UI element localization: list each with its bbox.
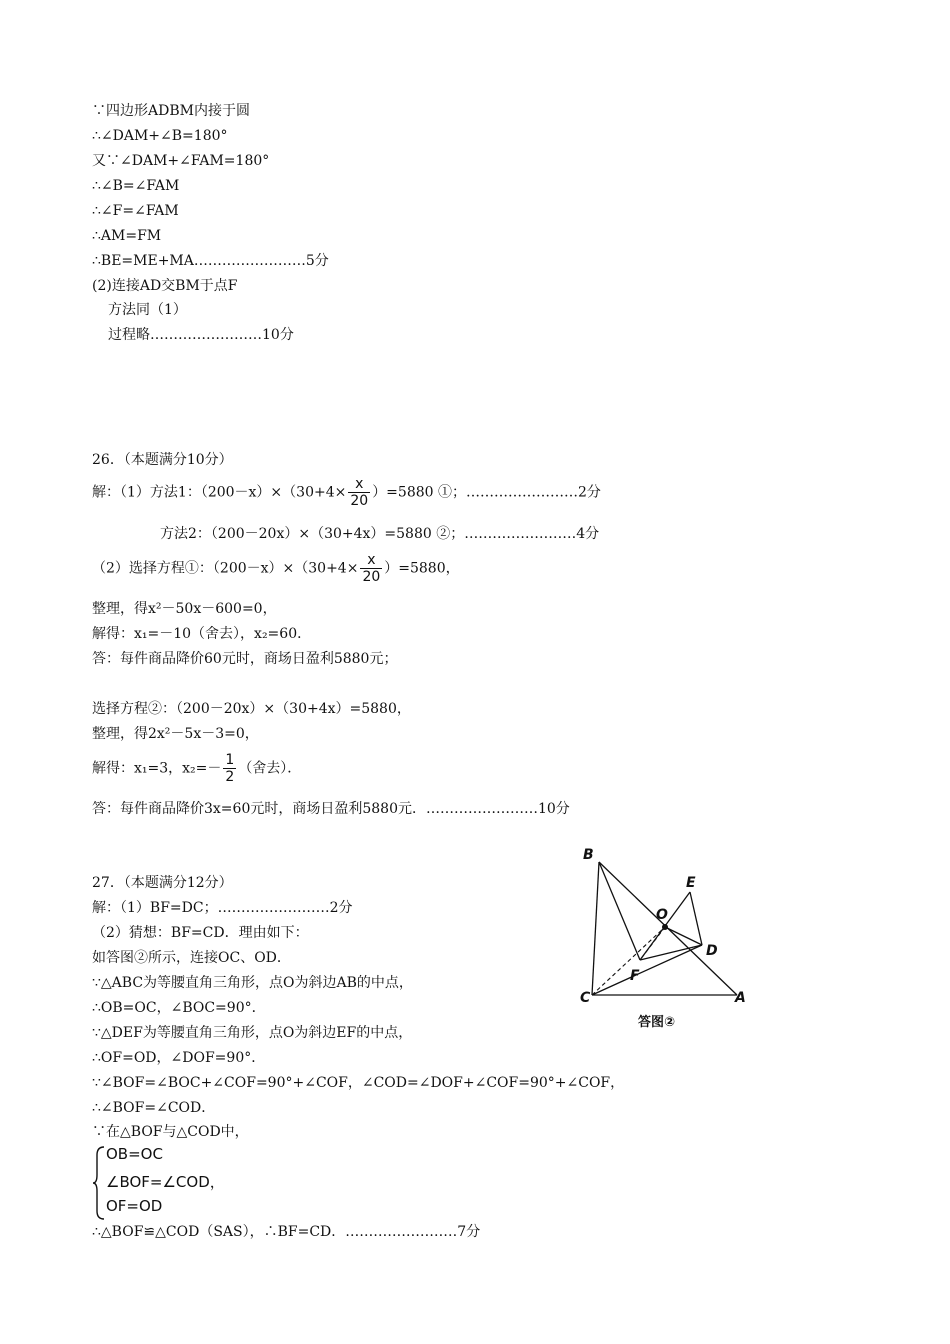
q26-step-1	[92, 476, 601, 509]
segment-BC	[592, 862, 599, 995]
q27-step-10: ∵在△BOF与△COD中，	[92, 1124, 249, 1140]
q26-step-9	[92, 752, 301, 785]
q26-step-7: 选择方程②：（200－20x）×（30+4x）=5880，	[92, 701, 411, 717]
q26-title: 26．（本题满分10分）	[92, 452, 233, 468]
q26-step-3-b: ）=5880，	[384, 560, 460, 577]
left-brace	[92, 1145, 106, 1221]
q26-step-8: 整理，得2x²－5x－3=0，	[92, 726, 259, 742]
proof-line-5: ∴∠F=∠FAM	[92, 203, 179, 219]
proof-line-1: ∵四边形ADBM内接于圆	[92, 103, 250, 119]
proof-line-6: ∴AM=FM	[92, 228, 162, 244]
proof-line-8: (2)连接AD交BM于点F	[92, 278, 238, 294]
fraction-numerator: x	[348, 476, 370, 493]
equation-system	[92, 1145, 292, 1221]
fraction-denominator: 20	[362, 569, 381, 585]
q26-step-6: 答：每件商品降价60元时，商场日盈利5880元；	[92, 651, 398, 667]
label-D: D	[706, 943, 718, 959]
system-row-1: OB=OC	[106, 1145, 163, 1163]
q26-step-1-a: 解：（1）方法1：（200－x）×（30+4×	[92, 484, 347, 501]
fraction-x-over-20	[360, 552, 382, 585]
q26-step-9-a: 解得：x₁=3，x₂=－	[92, 760, 222, 777]
segment-OC	[592, 927, 665, 995]
geometry-figure	[572, 840, 762, 1040]
q27-step-11: ∴△BOF≌△COD（SAS），∴BF=CD．……………………7分	[92, 1224, 481, 1240]
proof-line-7: ∴BE=ME+MA……………………5分	[92, 253, 329, 269]
figure-caption: 答图②	[638, 1015, 676, 1030]
q27-step-5: ∴OB=OC，∠BOC=90°．	[92, 1000, 266, 1016]
q27-step-9: ∴∠BOF=∠COD．	[92, 1100, 216, 1116]
fraction-x-over-20	[348, 476, 370, 509]
q27-step-7: ∴OF=OD，∠DOF=90°．	[92, 1050, 266, 1066]
label-E: E	[686, 875, 696, 891]
fraction-numerator: x	[360, 552, 382, 569]
q27-step-2: （2）猜想：BF=CD．理由如下：	[92, 925, 309, 941]
system-row-2: ∠BOF=∠COD，	[106, 1173, 225, 1191]
proof-line-3: 又∵∠DAM+∠FAM=180°	[92, 153, 270, 169]
fraction-denominator: 2	[225, 769, 235, 785]
label-B: B	[583, 847, 594, 863]
proof-line-9: 方法同（1）	[108, 302, 187, 318]
q26-step-9-b: （舍去）．	[238, 760, 302, 777]
system-row-3: OF=OD	[106, 1197, 163, 1215]
label-C: C	[580, 990, 591, 1006]
segment-ED	[690, 892, 702, 945]
q26-step-4: 整理，得x²－50x－600=0，	[92, 601, 277, 617]
q26-step-3	[92, 552, 460, 585]
point-O-dot	[662, 924, 668, 930]
fraction-one-half	[223, 752, 236, 785]
q27-step-1: 解：（1）BF=DC；……………………2分	[92, 900, 353, 916]
label-A: A	[735, 990, 746, 1006]
q26-step-2: 方法2：（200－20x）×（30+4x）=5880 ②；……………………4分	[160, 526, 600, 542]
fraction-numerator: 1	[225, 752, 235, 768]
segment-OD	[665, 927, 702, 945]
q27-step-6: ∵△DEF为等腰直角三角形，点O为斜边EF的中点，	[92, 1025, 413, 1041]
label-F: F	[630, 968, 640, 984]
q26-step-3-a: （2）选择方程①：（200－x）×（30+4×	[92, 560, 359, 577]
proof-line-4: ∴∠B=∠FAM	[92, 178, 180, 194]
fraction-denominator: 20	[350, 493, 369, 509]
q27-step-4: ∵△ABC为等腰直角三角形，点O为斜边AB的中点，	[92, 975, 413, 991]
proof-line-2: ∴∠DAM+∠B=180°	[92, 128, 228, 144]
proof-line-10: 过程略……………………10分	[108, 327, 294, 343]
figure-dashed-lines	[592, 927, 665, 995]
q27-title: 27．（本题满分12分）	[92, 875, 233, 891]
q26-step-1-b: ）=5880 ①；……………………2分	[372, 484, 601, 501]
q27-step-3: 如答图②所示，连接OC、OD．	[92, 950, 291, 966]
segment-CD	[592, 945, 702, 995]
q26-step-10: 答：每件商品降价3x=60元时，商场日盈利5880元．……………………10分	[92, 801, 570, 817]
q27-step-8: ∵∠BOF=∠BOC+∠COF=90°+∠COF，∠COD=∠DOF+∠COF=90°+∠COF，	[92, 1075, 625, 1091]
segment-BF	[599, 862, 640, 960]
label-O: O	[656, 907, 668, 923]
q26-step-5: 解得：x₁=－10（舍去），x₂=60．	[92, 626, 312, 642]
